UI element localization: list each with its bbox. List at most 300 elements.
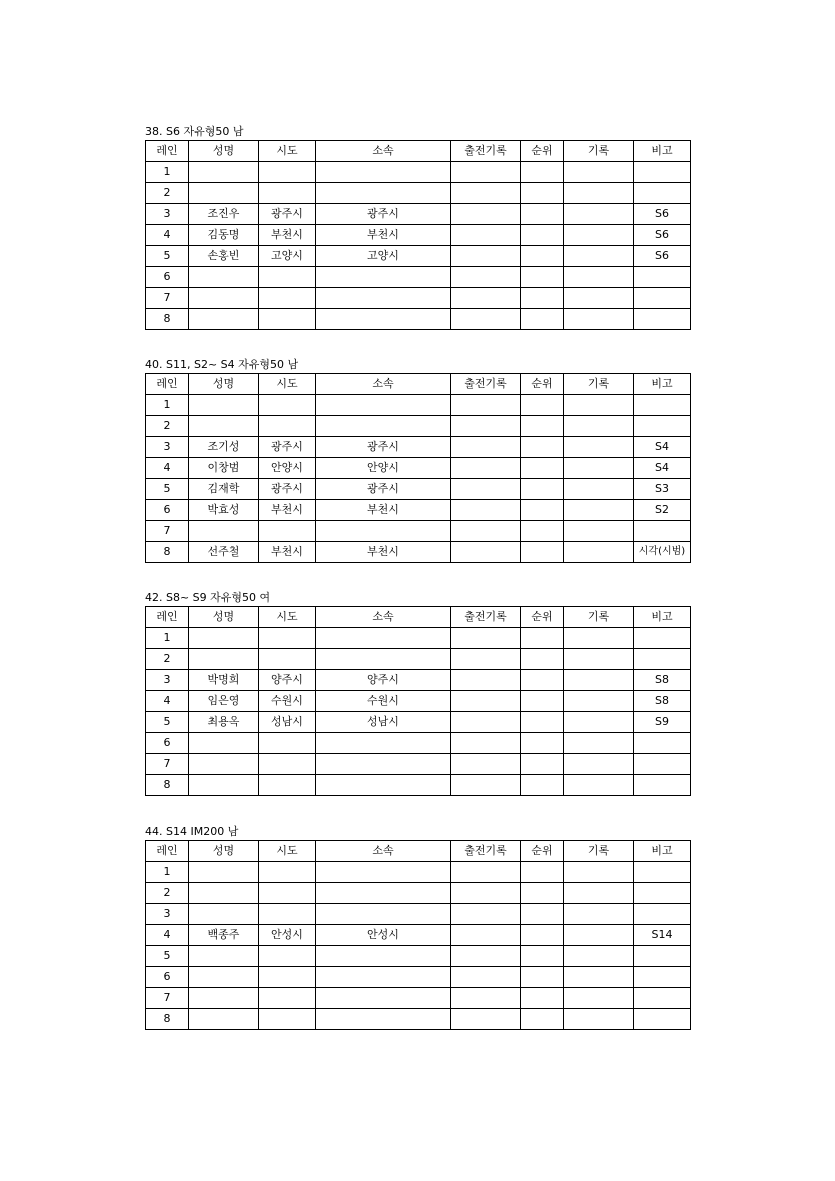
team-cell — [316, 904, 451, 925]
record-cell — [564, 246, 634, 267]
entry-record-cell — [451, 225, 521, 246]
lane-cell: 1 — [146, 162, 189, 183]
lane-cell: 4 — [146, 225, 189, 246]
table-row — [146, 416, 691, 437]
lane-cell: 6 — [146, 500, 189, 521]
name-cell: 박효성 — [189, 500, 259, 521]
record-cell — [564, 395, 634, 416]
lane-cell: 2 — [146, 416, 189, 437]
entry-record-cell — [451, 904, 521, 925]
note-cell — [634, 649, 691, 670]
rank-cell — [521, 988, 564, 1009]
city-cell: 양주시 — [259, 670, 316, 691]
note-cell — [634, 862, 691, 883]
record-cell — [564, 416, 634, 437]
note-cell: S14 — [634, 925, 691, 946]
lane-cell: 4 — [146, 925, 189, 946]
table-row — [146, 479, 691, 500]
column-header: 출전기록 — [451, 841, 521, 862]
heat-table — [145, 140, 691, 330]
city-cell — [259, 395, 316, 416]
entry-record-cell — [451, 204, 521, 225]
rank-cell — [521, 521, 564, 542]
note-cell — [634, 628, 691, 649]
city-cell: 광주시 — [259, 204, 316, 225]
table-row — [146, 288, 691, 309]
note-cell: S8 — [634, 691, 691, 712]
city-cell — [259, 862, 316, 883]
rank-cell — [521, 754, 564, 775]
rank-cell — [521, 309, 564, 330]
record-cell — [564, 967, 634, 988]
table-row — [146, 1009, 691, 1030]
record-cell — [564, 288, 634, 309]
city-cell: 수원시 — [259, 691, 316, 712]
record-cell — [564, 521, 634, 542]
table-row — [146, 775, 691, 796]
note-cell — [634, 733, 691, 754]
heat-table — [145, 606, 691, 796]
note-cell: S4 — [634, 437, 691, 458]
team-cell — [316, 267, 451, 288]
team-cell — [316, 883, 451, 904]
entry-record-cell — [451, 988, 521, 1009]
lane-cell: 3 — [146, 437, 189, 458]
table-row — [146, 204, 691, 225]
column-header: 비고 — [634, 841, 691, 862]
entry-record-cell — [451, 862, 521, 883]
column-header: 순위 — [521, 141, 564, 162]
entry-record-cell — [451, 183, 521, 204]
table-row — [146, 712, 691, 733]
lane-cell: 5 — [146, 479, 189, 500]
rank-cell — [521, 649, 564, 670]
team-cell — [316, 862, 451, 883]
city-cell — [259, 733, 316, 754]
name-cell — [189, 395, 259, 416]
table-row — [146, 988, 691, 1009]
note-cell — [634, 883, 691, 904]
lane-cell: 6 — [146, 733, 189, 754]
team-cell — [316, 416, 451, 437]
name-cell: 이창범 — [189, 458, 259, 479]
rank-cell — [521, 628, 564, 649]
entry-record-cell — [451, 288, 521, 309]
team-cell: 안양시 — [316, 458, 451, 479]
event-title: 44. S14 IM200 남 — [145, 825, 239, 838]
rank-cell — [521, 925, 564, 946]
city-cell — [259, 1009, 316, 1030]
rank-cell — [521, 712, 564, 733]
city-cell — [259, 309, 316, 330]
team-cell — [316, 309, 451, 330]
city-cell — [259, 628, 316, 649]
rank-cell — [521, 775, 564, 796]
name-cell — [189, 416, 259, 437]
table-row — [146, 183, 691, 204]
column-header: 출전기록 — [451, 607, 521, 628]
record-cell — [564, 754, 634, 775]
table-row — [146, 946, 691, 967]
table-row — [146, 542, 691, 563]
city-cell: 고양시 — [259, 246, 316, 267]
name-cell — [189, 988, 259, 1009]
city-cell — [259, 946, 316, 967]
record-cell — [564, 1009, 634, 1030]
entry-record-cell — [451, 437, 521, 458]
header-row — [146, 141, 691, 162]
table-row — [146, 754, 691, 775]
table-row — [146, 267, 691, 288]
column-header: 출전기록 — [451, 141, 521, 162]
table-row — [146, 967, 691, 988]
city-cell: 광주시 — [259, 437, 316, 458]
note-cell: S2 — [634, 500, 691, 521]
column-header: 시도 — [259, 141, 316, 162]
column-header: 성명 — [189, 841, 259, 862]
lane-cell: 8 — [146, 775, 189, 796]
note-cell — [634, 754, 691, 775]
record-cell — [564, 925, 634, 946]
name-cell: 조기성 — [189, 437, 259, 458]
rank-cell — [521, 288, 564, 309]
record-cell — [564, 649, 634, 670]
column-header: 순위 — [521, 607, 564, 628]
rank-cell — [521, 204, 564, 225]
lane-cell: 1 — [146, 628, 189, 649]
heat-table — [145, 840, 691, 1030]
city-cell: 안양시 — [259, 458, 316, 479]
team-cell — [316, 754, 451, 775]
lane-cell: 4 — [146, 458, 189, 479]
rank-cell — [521, 479, 564, 500]
team-cell: 부천시 — [316, 542, 451, 563]
column-header: 레인 — [146, 374, 189, 395]
rank-cell — [521, 1009, 564, 1030]
team-cell: 안성시 — [316, 925, 451, 946]
rank-cell — [521, 904, 564, 925]
team-cell — [316, 628, 451, 649]
column-header: 성명 — [189, 374, 259, 395]
entry-record-cell — [451, 712, 521, 733]
name-cell — [189, 288, 259, 309]
rank-cell — [521, 862, 564, 883]
team-cell: 광주시 — [316, 437, 451, 458]
column-header: 순위 — [521, 374, 564, 395]
rank-cell — [521, 946, 564, 967]
record-cell — [564, 670, 634, 691]
entry-record-cell — [451, 883, 521, 904]
city-cell — [259, 288, 316, 309]
table-row — [146, 628, 691, 649]
header-row — [146, 841, 691, 862]
heat-table — [145, 373, 691, 563]
entry-record-cell — [451, 542, 521, 563]
column-header: 레인 — [146, 841, 189, 862]
note-cell — [634, 395, 691, 416]
record-cell — [564, 733, 634, 754]
lane-cell: 5 — [146, 712, 189, 733]
table-row — [146, 395, 691, 416]
column-header: 시도 — [259, 374, 316, 395]
table-row — [146, 733, 691, 754]
entry-record-cell — [451, 479, 521, 500]
team-cell — [316, 162, 451, 183]
team-cell: 부천시 — [316, 500, 451, 521]
name-cell: 김재학 — [189, 479, 259, 500]
name-cell — [189, 862, 259, 883]
entry-record-cell — [451, 649, 521, 670]
entry-record-cell — [451, 416, 521, 437]
table-row — [146, 458, 691, 479]
event-section — [145, 124, 690, 330]
name-cell — [189, 649, 259, 670]
record-cell — [564, 479, 634, 500]
name-cell: 손홍빈 — [189, 246, 259, 267]
city-cell: 성남시 — [259, 712, 316, 733]
column-header: 레인 — [146, 607, 189, 628]
column-header: 기록 — [564, 374, 634, 395]
lane-cell: 2 — [146, 649, 189, 670]
lane-cell: 6 — [146, 967, 189, 988]
team-cell — [316, 649, 451, 670]
column-header: 레인 — [146, 141, 189, 162]
note-cell — [634, 904, 691, 925]
table-row — [146, 883, 691, 904]
note-cell — [634, 1009, 691, 1030]
record-cell — [564, 712, 634, 733]
rank-cell — [521, 437, 564, 458]
name-cell: 최용옥 — [189, 712, 259, 733]
note-cell: S3 — [634, 479, 691, 500]
name-cell — [189, 967, 259, 988]
rank-cell — [521, 246, 564, 267]
rank-cell — [521, 267, 564, 288]
table-row — [146, 225, 691, 246]
entry-record-cell — [451, 628, 521, 649]
note-cell — [634, 967, 691, 988]
note-cell: S6 — [634, 204, 691, 225]
city-cell: 부천시 — [259, 500, 316, 521]
event-title: 38. S6 자유형50 남 — [145, 125, 244, 138]
name-cell — [189, 309, 259, 330]
lane-cell: 2 — [146, 183, 189, 204]
name-cell — [189, 733, 259, 754]
team-cell — [316, 1009, 451, 1030]
lane-cell: 3 — [146, 670, 189, 691]
record-cell — [564, 437, 634, 458]
note-cell — [634, 946, 691, 967]
rank-cell — [521, 183, 564, 204]
lane-cell: 4 — [146, 691, 189, 712]
lane-cell: 8 — [146, 1009, 189, 1030]
entry-record-cell — [451, 1009, 521, 1030]
table-row — [146, 649, 691, 670]
record-cell — [564, 883, 634, 904]
rank-cell — [521, 733, 564, 754]
table-row — [146, 246, 691, 267]
table-row — [146, 309, 691, 330]
lane-cell: 8 — [146, 542, 189, 563]
table-row — [146, 691, 691, 712]
record-cell — [564, 225, 634, 246]
name-cell — [189, 162, 259, 183]
note-cell — [634, 775, 691, 796]
event-section — [145, 357, 690, 563]
note-cell: S6 — [634, 225, 691, 246]
team-cell: 광주시 — [316, 204, 451, 225]
team-cell — [316, 183, 451, 204]
table-row — [146, 521, 691, 542]
name-cell — [189, 904, 259, 925]
rank-cell — [521, 162, 564, 183]
city-cell — [259, 967, 316, 988]
entry-record-cell — [451, 733, 521, 754]
entry-record-cell — [451, 670, 521, 691]
entry-record-cell — [451, 458, 521, 479]
rank-cell — [521, 458, 564, 479]
lane-cell: 2 — [146, 883, 189, 904]
lane-cell: 5 — [146, 246, 189, 267]
entry-record-cell — [451, 309, 521, 330]
table-row — [146, 162, 691, 183]
note-cell — [634, 521, 691, 542]
city-cell — [259, 988, 316, 1009]
column-header: 시도 — [259, 841, 316, 862]
column-header: 시도 — [259, 607, 316, 628]
entry-record-cell — [451, 267, 521, 288]
column-header: 소속 — [316, 374, 451, 395]
city-cell: 부천시 — [259, 542, 316, 563]
name-cell: 조진우 — [189, 204, 259, 225]
event-title: 40. S11, S2~ S4 자유형50 남 — [145, 358, 299, 371]
team-cell: 수원시 — [316, 691, 451, 712]
city-cell: 광주시 — [259, 479, 316, 500]
rank-cell — [521, 670, 564, 691]
column-header: 소속 — [316, 607, 451, 628]
note-cell — [634, 267, 691, 288]
note-cell — [634, 183, 691, 204]
lane-cell: 7 — [146, 754, 189, 775]
table-row — [146, 925, 691, 946]
note-cell — [634, 288, 691, 309]
name-cell — [189, 946, 259, 967]
event-section — [145, 590, 690, 796]
record-cell — [564, 775, 634, 796]
team-cell — [316, 288, 451, 309]
name-cell: 백종주 — [189, 925, 259, 946]
city-cell: 부천시 — [259, 225, 316, 246]
rank-cell — [521, 967, 564, 988]
city-cell — [259, 521, 316, 542]
record-cell — [564, 267, 634, 288]
record-cell — [564, 988, 634, 1009]
name-cell: 임은영 — [189, 691, 259, 712]
team-cell: 부천시 — [316, 225, 451, 246]
entry-record-cell — [451, 691, 521, 712]
table-row — [146, 862, 691, 883]
column-header: 기록 — [564, 607, 634, 628]
column-header: 출전기록 — [451, 374, 521, 395]
name-cell — [189, 628, 259, 649]
name-cell: 박명희 — [189, 670, 259, 691]
name-cell — [189, 183, 259, 204]
city-cell — [259, 883, 316, 904]
team-cell: 고양시 — [316, 246, 451, 267]
note-cell — [634, 309, 691, 330]
name-cell — [189, 754, 259, 775]
rank-cell — [521, 542, 564, 563]
record-cell — [564, 628, 634, 649]
rank-cell — [521, 416, 564, 437]
record-cell — [564, 500, 634, 521]
column-header: 비고 — [634, 374, 691, 395]
team-cell — [316, 967, 451, 988]
record-cell — [564, 904, 634, 925]
city-cell: 안성시 — [259, 925, 316, 946]
team-cell — [316, 988, 451, 1009]
lane-cell: 1 — [146, 395, 189, 416]
city-cell — [259, 183, 316, 204]
city-cell — [259, 162, 316, 183]
note-cell: S9 — [634, 712, 691, 733]
lane-cell: 7 — [146, 521, 189, 542]
entry-record-cell — [451, 946, 521, 967]
entry-record-cell — [451, 967, 521, 988]
event-title: 42. S8~ S9 자유형50 여 — [145, 591, 271, 604]
rank-cell — [521, 691, 564, 712]
name-cell — [189, 267, 259, 288]
city-cell — [259, 267, 316, 288]
name-cell — [189, 775, 259, 796]
team-cell — [316, 733, 451, 754]
city-cell — [259, 754, 316, 775]
record-cell — [564, 309, 634, 330]
record-cell — [564, 691, 634, 712]
team-cell — [316, 395, 451, 416]
lane-cell: 7 — [146, 288, 189, 309]
note-cell — [634, 416, 691, 437]
table-row — [146, 670, 691, 691]
column-header: 기록 — [564, 141, 634, 162]
header-row — [146, 374, 691, 395]
lane-cell: 6 — [146, 267, 189, 288]
note-cell — [634, 162, 691, 183]
event-section — [145, 824, 690, 1030]
rank-cell — [521, 225, 564, 246]
team-cell — [316, 946, 451, 967]
name-cell — [189, 521, 259, 542]
city-cell — [259, 904, 316, 925]
note-cell: 시각(시범) — [634, 542, 691, 563]
city-cell — [259, 649, 316, 670]
note-cell: S4 — [634, 458, 691, 479]
lane-cell: 8 — [146, 309, 189, 330]
note-cell: S8 — [634, 670, 691, 691]
lane-cell: 1 — [146, 862, 189, 883]
team-cell — [316, 521, 451, 542]
rank-cell — [521, 500, 564, 521]
entry-record-cell — [451, 521, 521, 542]
record-cell — [564, 946, 634, 967]
entry-record-cell — [451, 395, 521, 416]
lane-cell: 7 — [146, 988, 189, 1009]
lane-cell: 5 — [146, 946, 189, 967]
city-cell — [259, 775, 316, 796]
name-cell — [189, 883, 259, 904]
header-row — [146, 607, 691, 628]
note-cell — [634, 988, 691, 1009]
